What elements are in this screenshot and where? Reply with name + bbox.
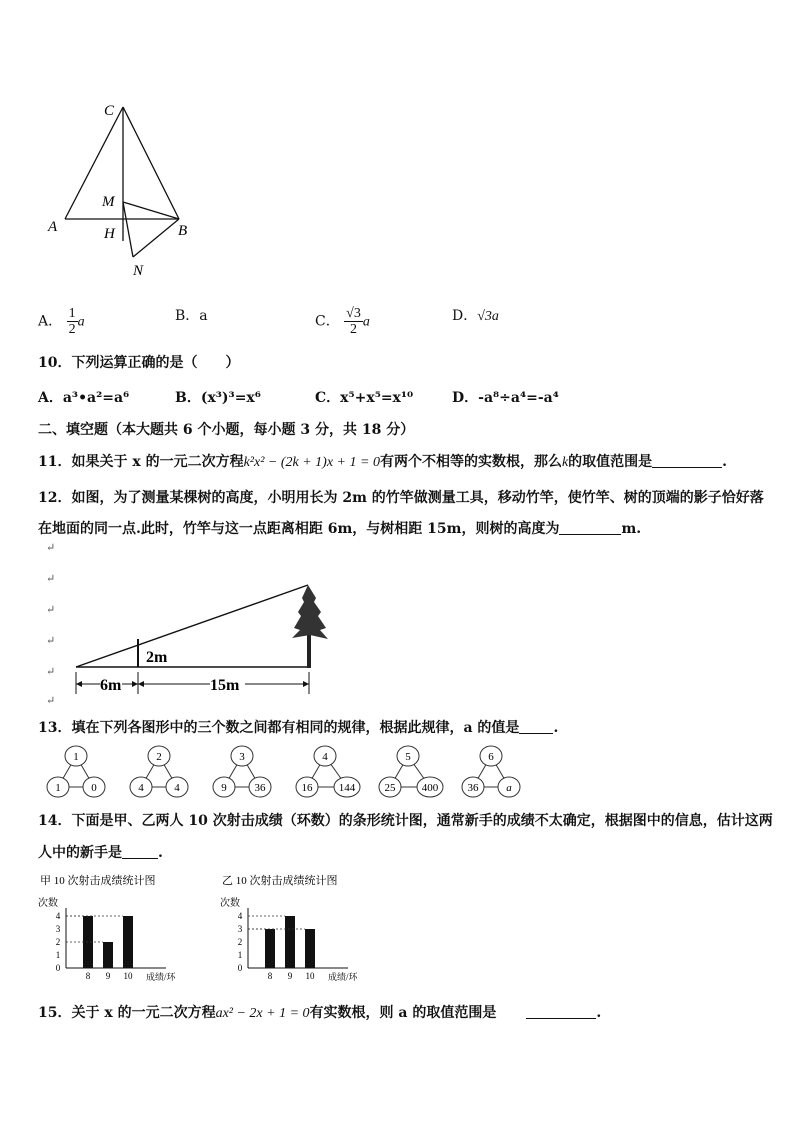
- y-tick-label: 3: [237, 924, 243, 934]
- number-triangles: [36, 744, 536, 804]
- number-right: 36: [254, 782, 266, 794]
- chart-jia: [36, 870, 206, 985]
- number-triangle-6: [462, 746, 520, 797]
- tree-shadow-figure: [70, 580, 340, 700]
- number-top: 5: [405, 751, 411, 763]
- number-triangle-1: [47, 746, 105, 797]
- number-top: 2: [156, 751, 162, 763]
- answer-blank: [122, 843, 158, 859]
- q11-equation: k²x² − (2k + 1)x + 1 = 0: [243, 455, 380, 470]
- number-right: a: [506, 782, 512, 794]
- y-axis-label: 次数: [38, 898, 58, 909]
- y-tick-label: 0: [55, 963, 61, 973]
- y-tick-label: 2: [55, 937, 61, 947]
- number-top: 6: [488, 751, 494, 763]
- number-triangle-2: [130, 746, 188, 797]
- para-mark: ↵: [46, 665, 56, 678]
- number-right: 400: [421, 782, 439, 794]
- q9-option-c: C． $\frac{√3}{2}$ a: [315, 306, 370, 337]
- bar-9: [103, 942, 113, 968]
- pole-label: 2m: [146, 649, 168, 666]
- dist-6m-label: 6m: [100, 677, 122, 694]
- number-left: 4: [138, 782, 144, 794]
- para-mark: ↵: [46, 634, 56, 647]
- q9-option-b: B．a: [175, 308, 208, 324]
- bar-8: [265, 929, 275, 968]
- bar-9: [285, 916, 295, 968]
- para-mark: ↵: [46, 541, 56, 554]
- q14-line2: 人中的新手是 .: [38, 845, 163, 861]
- number-right: 144: [338, 782, 356, 794]
- y-tick-label: 4: [55, 911, 61, 921]
- q14-line1: 14．下面是甲、乙两人 10 次射击成绩（环数）的条形统计图，通常新手的成绩不太确定，根据图中的信息，估计这两: [38, 813, 773, 829]
- y-tick-label: 1: [237, 950, 243, 960]
- chart-title: 乙 10 次射击成绩统计图: [222, 875, 338, 887]
- q9-option-a: A． $\frac{1}{2}$ a: [38, 306, 85, 337]
- number-top: 4: [322, 751, 328, 763]
- label-c: C: [104, 103, 115, 119]
- bar-10: [123, 916, 133, 968]
- q9-option-d: D．√3a: [452, 308, 499, 324]
- number-triangle-3: [213, 746, 271, 797]
- number-right: 4: [174, 782, 180, 794]
- para-mark: ↵: [46, 694, 56, 707]
- number-top: 1: [73, 751, 79, 763]
- number-left: 1: [55, 782, 61, 794]
- answer-blank: [526, 1003, 596, 1019]
- y-tick-label: 4: [237, 911, 243, 921]
- x-axis-label: 成绩/环: [146, 972, 176, 982]
- x-tick-label: 10: [123, 971, 133, 981]
- q13-stem: 13．填在下列各图形中的三个数之间都有相同的规律，根据此规律，a 的值是 .: [38, 720, 559, 736]
- y-tick-label: 3: [55, 924, 61, 934]
- q15: 15．关于 x 的一元二次方程ax² − 2x + 1 = 0有实数根，则 a 的取值范围是 .: [38, 1005, 602, 1021]
- y-tick-label: 2: [237, 937, 243, 947]
- chart-title: 甲 10 次射击成绩统计图: [40, 875, 156, 887]
- label-b: B: [178, 223, 188, 239]
- answer-blank: [559, 519, 621, 535]
- chart-yi: [218, 870, 388, 985]
- number-left: 36: [467, 782, 479, 794]
- para-mark: ↵: [46, 603, 56, 616]
- section-title: 二、填空题（本大题共 6 个小题，每小题 3 分，共 18 分）: [38, 422, 415, 438]
- y-tick-label: 0: [237, 963, 243, 973]
- x-tick-label: 9: [287, 971, 293, 981]
- label-h: H: [104, 226, 115, 242]
- label-m: M: [102, 194, 115, 210]
- bar-10: [305, 929, 315, 968]
- number-top: 3: [239, 751, 245, 763]
- x-tick-label: 8: [85, 971, 91, 981]
- q10-option-a: A．a³•a²=a⁶: [38, 390, 130, 406]
- q12-line1: 12．如图，为了测量某棵树的高度，小明用长为 2m 的竹竿做测量工具，移动竹竿，使竹竿、树的顶端的影子恰好落: [38, 490, 764, 506]
- x-tick-label: 8: [267, 971, 273, 981]
- number-triangle-5: [379, 746, 443, 797]
- answer-blank: [519, 718, 553, 734]
- answer-blank: [652, 452, 722, 468]
- number-right: 0: [91, 782, 97, 794]
- label-n: N: [133, 263, 144, 279]
- number-left: 16: [301, 782, 313, 794]
- q10-option-b: B．(x³)³=x⁶: [175, 390, 261, 406]
- number-left: 9: [221, 782, 227, 794]
- x-tick-label: 10: [305, 971, 315, 981]
- dist-15m-label: 15m: [210, 677, 240, 694]
- q10-stem: 10．下列运算正确的是（ ）: [38, 355, 240, 371]
- q15-equation: ax² − 2x + 1 = 0: [215, 1006, 310, 1021]
- number-triangle-4: [296, 746, 360, 797]
- x-tick-label: 9: [105, 971, 111, 981]
- q11: 11．如果关于 x 的一元二次方程k²x² − (2k + 1)x + 1 = 0有两个不相等的实数根，那么k的取值范围是 .: [38, 454, 728, 470]
- q10-option-c: C．x⁵+x⁵=x¹⁰: [315, 390, 414, 406]
- q12-line2: 在地面的同一点.此时，竹竿与这一点距离相距 6m，与树相距 15m，则树的高度为 m.: [38, 521, 642, 537]
- para-mark: ↵: [46, 572, 56, 585]
- triangle-figure: [40, 95, 210, 285]
- y-axis-label: 次数: [220, 898, 240, 909]
- x-axis-label: 成绩/环: [328, 972, 358, 982]
- label-a: A: [48, 219, 58, 235]
- number-left: 25: [384, 782, 396, 794]
- q10-option-d: D．-a⁸÷a⁴=-a⁴: [452, 390, 559, 406]
- y-tick-label: 1: [55, 950, 61, 960]
